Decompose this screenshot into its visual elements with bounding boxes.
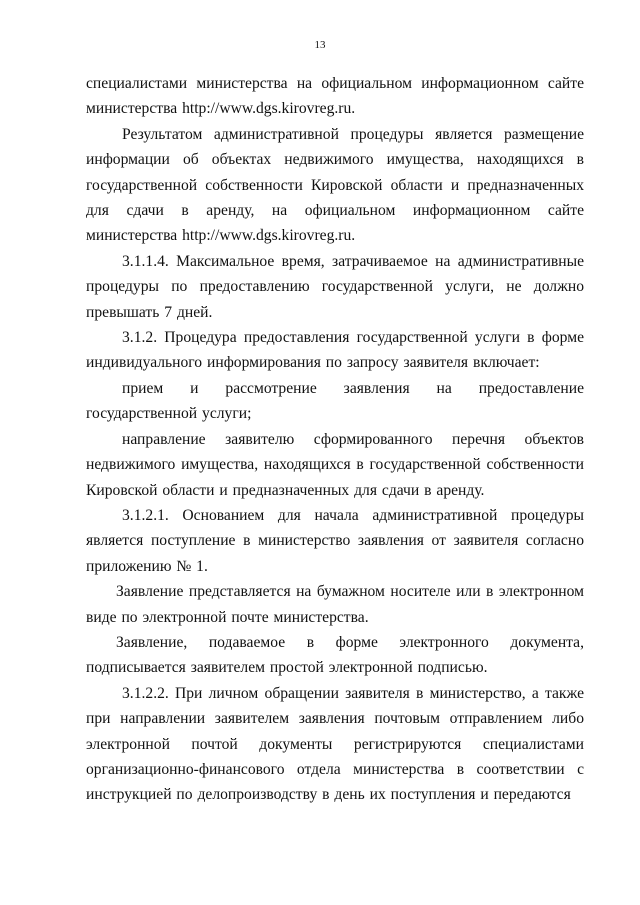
paragraph-application-form: Заявление представляется на бумажном носителе или в электронном виде по электронной почте министерства. xyxy=(86,583,584,626)
document-body xyxy=(86,71,584,808)
paragraph-sending-list: направление заявителю сформированного перечня объектов недвижимого имущества, находящихся в государственной собственности Кировской области и предназначенных для сдачи в аренду. xyxy=(86,430,584,499)
paragraph-continuation: специалистами министерства на официальном информационном сайте министерства http://www.dgs.kirovreg.ru. xyxy=(86,75,584,118)
paragraph-electronic-signature: Заявление, подаваемое в форме электронного документа, подписывается заявителем простой электронной подписью. xyxy=(86,633,584,677)
page-number: 13 xyxy=(314,39,326,51)
paragraph-3-1-2-2: 3.1.2.2. При личном обращении заявителя в министерство, а также при направлении заявителем заявления почтовым отправлением либо электронной почтой документы регистрируются специалистами организационно-финансового отдела министерства в соответствии с инструкцией по делопроизводству в день их поступления и передаются xyxy=(86,684,584,804)
paragraph-procedure-result: Результатом административной процедуры является размещение информации об объектах недвижимого имущества, находящихся в государственной собственности Кировской области и предназначенных для сдачи в аренду, на официальном информационном сайте министерства http://www.dgs.kirovreg.ru. xyxy=(86,125,584,245)
paragraph-3-1-2-1: 3.1.2.1. Основанием для начала административной процедуры является поступление в министерство заявления от заявителя согласно приложению № 1. xyxy=(86,506,584,575)
paragraph-reception: прием и рассмотрение заявления на предоставление государственной услуги; xyxy=(86,379,584,423)
paragraph-3-1-2: 3.1.2. Процедура предоставления государственной услуги в форме индивидуального информирования по запросу заявителя включает: xyxy=(86,329,584,372)
paragraph-3-1-1-4: 3.1.1.4. Максимальное время, затрачиваемое на административные процедуры по предоставлению государственной услуги, не должно превышать 7 дней. xyxy=(86,252,584,321)
